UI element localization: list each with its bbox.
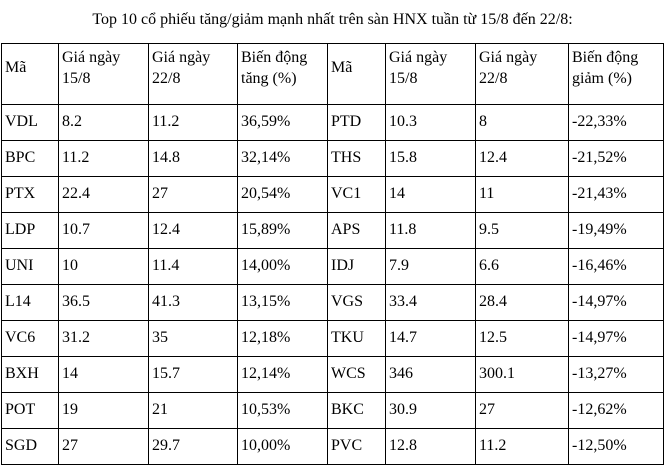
loss-change-cell: -21,52% [569, 141, 664, 177]
loss-start-price-cell: 346 [386, 357, 476, 393]
loss-end-price-cell: 6.6 [476, 249, 569, 285]
header-line: Biến động [572, 49, 639, 66]
gain-code-cell: BXH [2, 357, 59, 393]
loss-change-cell: -19,49% [569, 213, 664, 249]
header-gain-change [238, 44, 328, 105]
header-gain-price-start [59, 44, 149, 105]
loss-start-price-cell: 33.4 [386, 285, 476, 321]
gain-end-price-cell: 14.8 [149, 141, 238, 177]
loss-change-cell: -12,62% [569, 393, 664, 429]
gain-start-price-cell: 19 [59, 393, 149, 429]
table-row [2, 393, 664, 429]
table-row [2, 141, 664, 177]
gain-change-cell: 36,59% [238, 105, 328, 141]
gain-code-cell: BPC [2, 141, 59, 177]
loss-code-cell: IDJ [328, 249, 386, 285]
gain-end-price-cell: 29.7 [149, 429, 238, 465]
header-line: 22/8 [479, 70, 508, 87]
header-line: 15/8 [62, 70, 91, 87]
gain-code-cell: L14 [2, 285, 59, 321]
loss-code-cell: PVC [328, 429, 386, 465]
table-row [2, 285, 664, 321]
stock-movers-table [1, 43, 664, 465]
table-row [2, 357, 664, 393]
loss-end-price-cell: 12.4 [476, 141, 569, 177]
gain-code-cell: LDP [2, 213, 59, 249]
table-caption: Top 10 cổ phiếu tăng/giảm mạnh nhất trên sàn HNX tuần từ 15/8 đến 22/8: [92, 11, 573, 28]
header-line: 22/8 [152, 70, 181, 87]
gain-change-cell: 10,53% [238, 393, 328, 429]
gain-change-cell: 10,00% [238, 429, 328, 465]
header-line: 15/8 [389, 70, 418, 87]
header-line: Giá ngày [152, 49, 211, 66]
table-row [2, 321, 664, 357]
loss-end-price-cell: 12.5 [476, 321, 569, 357]
loss-code-cell: VGS [328, 285, 386, 321]
loss-change-cell: -14,97% [569, 321, 664, 357]
header-line: giảm (%) [572, 70, 632, 87]
header-line: Giá ngày [479, 49, 538, 66]
gain-code-cell: SGD [2, 429, 59, 465]
gain-start-price-cell: 10.7 [59, 213, 149, 249]
gain-start-price-cell: 14 [59, 357, 149, 393]
gain-end-price-cell: 21 [149, 393, 238, 429]
header-loss-price-end [476, 44, 569, 105]
header-gain-code: Mã [2, 44, 59, 105]
loss-change-cell: -16,46% [569, 249, 664, 285]
gain-start-price-cell: 11.2 [59, 141, 149, 177]
gain-end-price-cell: 27 [149, 177, 238, 213]
gain-change-cell: 32,14% [238, 141, 328, 177]
header-line: Giá ngày [62, 49, 121, 66]
gain-code-cell: VC6 [2, 321, 59, 357]
header-line: Giá ngày [389, 49, 448, 66]
loss-start-price-cell: 12.8 [386, 429, 476, 465]
loss-end-price-cell: 11 [476, 177, 569, 213]
loss-code-cell: APS [328, 213, 386, 249]
loss-change-cell: -22,33% [569, 105, 664, 141]
gain-start-price-cell: 22.4 [59, 177, 149, 213]
gain-change-cell: 13,15% [238, 285, 328, 321]
gain-code-cell: PTX [2, 177, 59, 213]
gain-end-price-cell: 41.3 [149, 285, 238, 321]
loss-code-cell: PTD [328, 105, 386, 141]
header-loss-code: Mã [328, 44, 386, 105]
header-line: Biến động [241, 49, 308, 66]
gain-start-price-cell: 31.2 [59, 321, 149, 357]
loss-end-price-cell: 28.4 [476, 285, 569, 321]
gain-code-cell: UNI [2, 249, 59, 285]
gain-code-cell: POT [2, 393, 59, 429]
loss-end-price-cell: 9.5 [476, 213, 569, 249]
loss-end-price-cell: 27 [476, 393, 569, 429]
gain-end-price-cell: 35 [149, 321, 238, 357]
gain-change-cell: 20,54% [238, 177, 328, 213]
gain-start-price-cell: 36.5 [59, 285, 149, 321]
gain-end-price-cell: 12.4 [149, 213, 238, 249]
gain-change-cell: 12,14% [238, 357, 328, 393]
table-row [2, 249, 664, 285]
header-line: tăng (%) [241, 70, 297, 87]
loss-start-price-cell: 14.7 [386, 321, 476, 357]
loss-end-price-cell: 300.1 [476, 357, 569, 393]
loss-code-cell: THS [328, 141, 386, 177]
gain-end-price-cell: 11.2 [149, 105, 238, 141]
gain-change-cell: 12,18% [238, 321, 328, 357]
loss-change-cell: -13,27% [569, 357, 664, 393]
header-loss-price-start [386, 44, 476, 105]
loss-start-price-cell: 30.9 [386, 393, 476, 429]
loss-code-cell: VC1 [328, 177, 386, 213]
gain-start-price-cell: 8.2 [59, 105, 149, 141]
loss-start-price-cell: 14 [386, 177, 476, 213]
loss-change-cell: -14,97% [569, 285, 664, 321]
table-row [2, 213, 664, 249]
table-row [2, 177, 664, 213]
gain-change-cell: 15,89% [238, 213, 328, 249]
loss-code-cell: TKU [328, 321, 386, 357]
gain-end-price-cell: 11.4 [149, 249, 238, 285]
loss-start-price-cell: 15.8 [386, 141, 476, 177]
gain-start-price-cell: 10 [59, 249, 149, 285]
loss-change-cell: -21,43% [569, 177, 664, 213]
gain-code-cell: VDL [2, 105, 59, 141]
header-gain-price-end [149, 44, 238, 105]
loss-code-cell: BKC [328, 393, 386, 429]
gain-change-cell: 14,00% [238, 249, 328, 285]
table-row [2, 105, 664, 141]
loss-start-price-cell: 10.3 [386, 105, 476, 141]
loss-start-price-cell: 7.9 [386, 249, 476, 285]
gain-end-price-cell: 15.7 [149, 357, 238, 393]
gain-start-price-cell: 27 [59, 429, 149, 465]
loss-end-price-cell: 8 [476, 105, 569, 141]
loss-change-cell: -12,50% [569, 429, 664, 465]
header-loss-change [569, 44, 664, 105]
table-body [2, 105, 664, 465]
loss-end-price-cell: 11.2 [476, 429, 569, 465]
loss-code-cell: WCS [328, 357, 386, 393]
loss-start-price-cell: 11.8 [386, 213, 476, 249]
table-row [2, 429, 664, 465]
table-header-row [2, 44, 664, 105]
